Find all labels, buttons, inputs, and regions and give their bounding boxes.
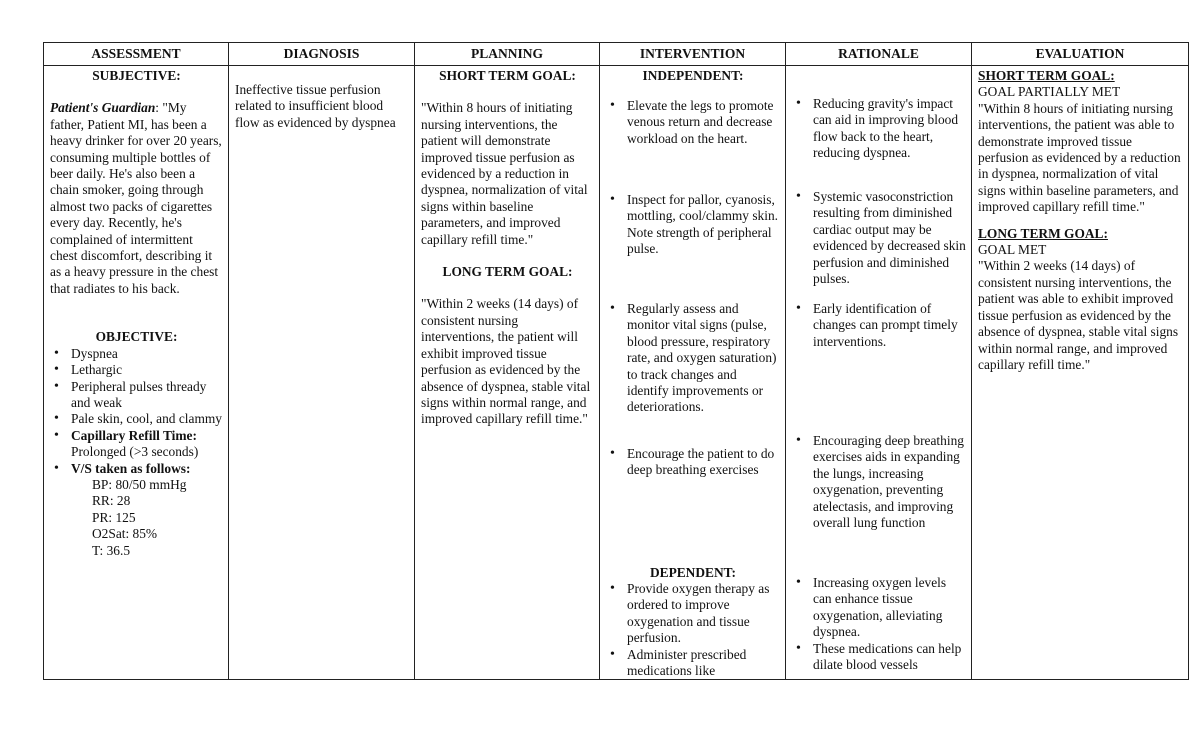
subjective-heading: SUBJECTIVE: bbox=[92, 68, 181, 83]
intervention-item: • Encourage the patient to do deep breathing exercises bbox=[606, 446, 780, 479]
header-diagnosis: DIAGNOSIS bbox=[229, 43, 415, 66]
objective-item: • Lethargic bbox=[50, 362, 223, 378]
independent-heading: INDEPENDENT: bbox=[642, 68, 744, 83]
header-intervention: INTERVENTION bbox=[600, 43, 786, 66]
intervention-item: • Inspect for pallor, cyanosis, mottling, cool/clammy skin. Note strength of peripheral pulse. bbox=[606, 192, 780, 258]
evaluation-cell bbox=[972, 66, 1189, 680]
vital-signs bbox=[50, 477, 223, 559]
intervention-item: • Regularly assess and monitor vital signs (pulse, blood pressure, respiratory rate, and oxygen saturation) to track changes and identify improvements or deteriorations. bbox=[606, 301, 780, 416]
assessment-cell bbox=[44, 66, 229, 680]
crt-value: Prolonged (>3 seconds) bbox=[71, 444, 199, 460]
objective-item: • Peripheral pulses thready and weak bbox=[50, 379, 223, 412]
eval-long-term-heading: LONG TERM GOAL: bbox=[978, 225, 1108, 241]
vital-o2sat: O2Sat: 85% bbox=[92, 526, 158, 542]
intervention-item: • Elevate the legs to promote venous return and decrease workload on the heart. bbox=[606, 98, 780, 147]
header-assessment: ASSESSMENT bbox=[44, 43, 229, 66]
content-row bbox=[44, 66, 1189, 680]
vs-label: V/S taken as follows: bbox=[71, 460, 191, 476]
dependent-heading: DEPENDENT: bbox=[649, 565, 737, 580]
eval-short-term-text: "Within 8 hours of initiating nursing interventions, the patient was able to demonstrate improved tissue perfusion as evidenced by a reduction in dyspnea, normalization of vital signs within baseline parameters, and improved capillary refill time." bbox=[978, 100, 1181, 215]
guardian-statement bbox=[50, 100, 223, 297]
crt-item bbox=[50, 428, 223, 461]
vital-rr: RR: 28 bbox=[92, 493, 131, 509]
guardian-quote: : "My father, Patient MI, has been a heavy drinker for over 20 years, consuming multiple bottles of beer daily. He's also been a chain smoker, going through almost two packs of cigarettes every day. Recently, he's complained of intermittent chest discomfort, describing it as a heavy pressure in the chest that radiates to his back. bbox=[50, 100, 222, 296]
vital-pr: PR: 125 bbox=[92, 509, 136, 525]
crt-label: Capillary Refill Time: bbox=[71, 427, 197, 443]
objective-item: • Dyspnea bbox=[50, 346, 223, 362]
eval-long-term-status: GOAL MET bbox=[978, 242, 1047, 258]
header-rationale: RATIONALE bbox=[786, 43, 972, 66]
eval-short-term-status: GOAL PARTIALLY MET bbox=[978, 84, 1121, 100]
vital-temp: T: 36.5 bbox=[92, 542, 131, 558]
header-planning: PLANNING bbox=[415, 43, 600, 66]
header-row bbox=[44, 43, 1189, 66]
rationale-item: • Early identification of changes can prompt timely interventions. bbox=[792, 301, 966, 350]
rationale-item: • Reducing gravity's impact can aid in improving blood flow back to the heart, reducing dyspnea. bbox=[792, 96, 966, 162]
objective-heading: OBJECTIVE: bbox=[95, 329, 178, 345]
diagnosis-text: Ineffective tissue perfusion related to insufficient blood flow as evidenced by dyspnea bbox=[235, 82, 396, 130]
rationale-cell bbox=[786, 66, 972, 680]
eval-long-term-text: "Within 2 weeks (14 days) of consistent nursing interventions, the patient was able to exhibit improved tissue perfusion as evidenced by the absence of dyspnea, stable vital signs within normal range, and improved capillary refill time." bbox=[978, 258, 1179, 372]
objective-item: • Pale skin, cool, and clammy bbox=[50, 411, 223, 427]
nursing-care-plan-table bbox=[43, 42, 1189, 680]
long-term-goal-heading: LONG TERM GOAL: bbox=[442, 264, 573, 280]
rationale-item: • Encouraging deep breathing exercises aids in expanding the lungs, increasing oxygenation, preventing atelectasis, and improving overall lung function bbox=[792, 433, 966, 531]
header-evaluation: EVALUATION bbox=[972, 43, 1189, 66]
rationale-item: • These medications can help dilate blood vessels bbox=[792, 641, 966, 674]
intervention-item: • Provide oxygen therapy as ordered to improve oxygenation and tissue perfusion. bbox=[606, 581, 780, 647]
eval-short-term-heading: SHORT TERM GOAL: bbox=[978, 68, 1115, 83]
guardian-label: Patient's Guardian bbox=[50, 100, 156, 116]
rationale-item: • Increasing oxygen levels can enhance tissue oxygenation, alleviating dyspnea. bbox=[792, 575, 966, 641]
intervention-cell bbox=[600, 66, 786, 680]
intervention-item: • Administer prescribed medications like bbox=[606, 647, 780, 680]
planning-cell bbox=[415, 66, 600, 680]
short-term-goal-heading: SHORT TERM GOAL: bbox=[439, 68, 576, 83]
short-term-goal-text: "Within 8 hours of initiating nursing interventions, the patient will demonstrate improved tissue perfusion as evidenced by a reduction in dyspnea, normalization of vital signs within baseline parameters, and improved capillary refill time." bbox=[421, 100, 588, 247]
long-term-goal-text: "Within 2 weeks (14 days) of consistent nursing interventions, the patient will exhibit improved tissue perfusion as evidenced by the absence of dyspnea, stable vital signs within normal range, and improved capillary refill time." bbox=[421, 296, 591, 427]
objective-list bbox=[50, 346, 223, 477]
vs-item bbox=[50, 461, 223, 477]
rationale-item: • Systemic vasoconstriction resulting from diminished cardiac output may be evidenced by decreased skin perfusion and diminished pulses. bbox=[792, 189, 966, 287]
vital-bp: BP: 80/50 mmHg bbox=[92, 476, 187, 492]
diagnosis-cell bbox=[229, 66, 415, 680]
